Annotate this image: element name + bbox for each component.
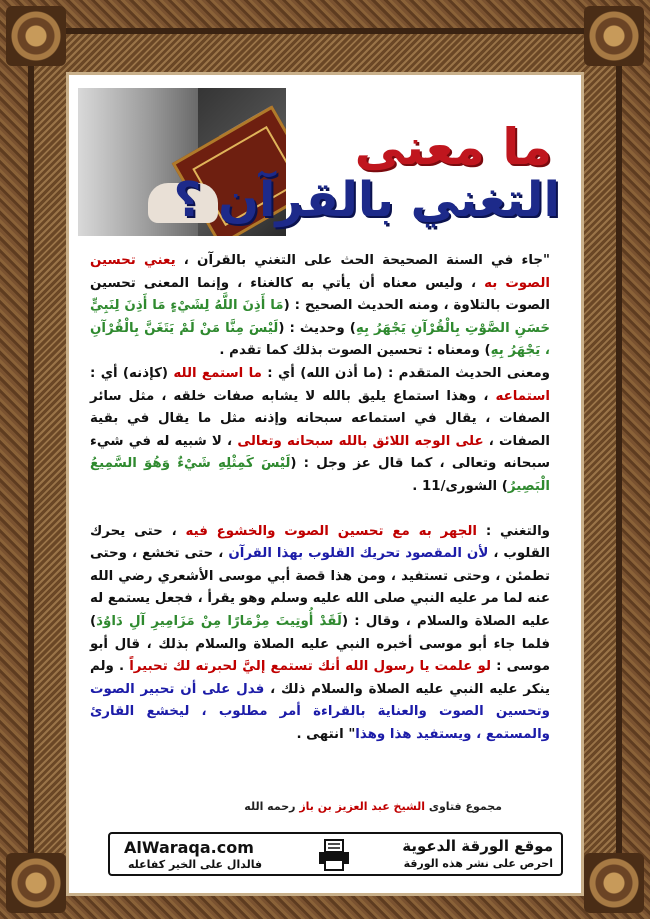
text-segment: لَيْسَ مِنَّا مَنْ لَمْ يَتَغَنَّ بِالْقُرْآنِ ، يَجْهَرُ بِهِ (90, 320, 550, 359)
text-segment: فدل على أن تحبير الصوت وتحسين الصوت والعناية بالقراءة أمر مطلوب ، ليخشع القارئ والمستمع ، ويستفيد هذا وهذا (90, 681, 550, 742)
paragraph-1 (90, 250, 550, 363)
text-segment: الجهر به مع تحسين الصوت والخشوع فيه (185, 523, 478, 539)
text-segment: لَيْسَ كَمِثْلِهِ شَيْءٌ وَهُوَ السَّمِيعُ الْبَصِيرُ (90, 456, 550, 494)
text-segment: على الوجه اللائق بالله سبحانه وتعالى (237, 433, 484, 449)
paragraph-3 (90, 521, 550, 747)
footer-banner (108, 832, 563, 876)
paragraph-2 (90, 363, 550, 499)
text-segment: لَقَدْ أُوتِيتَ مِزْمَارًا مِنْ مَزَامِيرِ آلِ دَاوُدَ (96, 613, 342, 629)
text-segment: ، وهذا استماع يليق بالله لا يشابه صفات خلقه ، مثل سائر الصفات ، يقال في استماعه سبحانه وإذنه مثل ما يقال في بقية الصفات ، (90, 388, 550, 449)
text-segment: (كإذنه) أي : (90, 365, 174, 381)
text-segment: " انتهى . (296, 726, 356, 742)
text-segment: لو علمت يا رسول الله أنك تستمع إليَّ لحبرته لك تحبيراً (129, 659, 491, 675)
text-segment: ما استمع الله (173, 365, 262, 381)
article-body (90, 250, 550, 746)
website-link[interactable]: AlWaraqa.com (124, 838, 254, 857)
text-segment: مَا أَذِنَ اللَّهُ لِشَيْءٍ مَا أَذِنَ لِنَبِيٍّ حَسَنِ الصَّوْتِ بِالْقُرْآنِ يَجْهَرُ بِهِ (90, 298, 551, 336)
text-segment: والتغني : (477, 523, 550, 539)
corner-ornament (6, 6, 66, 66)
corner-ornament (6, 853, 66, 913)
footer-motto: فالدال على الخير كفاعله (128, 858, 263, 871)
text-segment: . ولم ينكر عليه النبي عليه الصلاة والسلام ذلك ، (90, 659, 551, 697)
text-segment: ، لا شبيه له في شيء سبحانه وتعالى ، كما قال عز وجل : ( (90, 433, 550, 472)
text-segment: لأن المقصود تحريك القلوب بهذا القرآن (228, 546, 489, 562)
source-suffix: رحمه الله (244, 800, 300, 813)
source-citation (92, 800, 502, 813)
text-segment: ، وليس معناه أن يأتي به كالغناء ، وإنما المعنى تحسين الصوت بالتلاوة ، ومنه الحديث الصحيح : ( (90, 275, 550, 314)
text-segment: ومعنى الحديث المتقدم : (ما أذن الله) أي : (261, 365, 551, 381)
source-prefix: مجموع فتاوى (425, 800, 502, 813)
printer-icon (316, 838, 352, 872)
text-segment: ) الشورى/11 . (412, 478, 508, 494)
footer-tagline: احرص على نشر هذه الورقة (403, 857, 553, 870)
text-segment: ) وحديث : ( (278, 320, 356, 336)
text-segment: يعني تحسين الصوت به (90, 253, 550, 291)
text-segment: ، ومن هذا قصة أبي موسى الأشعري رضي الله عنه لما مر عليه النبي صلى الله عليه وسلم وهو يقرأ ، فجعل يستمع له عليه الصلاة والسلام ، وقال : ( (90, 568, 551, 629)
text-segment: ، حتى تخشع ، وحتى تطمئن ، وحتى تستفيد (90, 546, 550, 584)
source-author: الشيخ عبد العزيز بن باز (299, 800, 426, 813)
page-title-line2: التغني بالقرآن ؟ (173, 172, 560, 228)
corner-ornament (584, 6, 644, 66)
page-title-line1: ما معنى (354, 118, 552, 176)
text-segment: ) فلما جاء أبو موسى أخبره النبي عليه الصلاة والسلام بذلك ، قال أبو موسى : (90, 613, 550, 675)
text-segment: ) ومعناه : تحسين الصوت بذلك كما تقدم . (219, 343, 491, 359)
text-segment: استماعه (495, 388, 550, 404)
corner-ornament (584, 853, 644, 913)
text-segment: "جاء في السنة الصحيحة الحث على التغني بالقرآن ، (175, 253, 550, 268)
site-name: موقع الورقة الدعوية (402, 837, 553, 855)
text-segment: ، حتى يحرك القلوب ، (90, 523, 551, 562)
